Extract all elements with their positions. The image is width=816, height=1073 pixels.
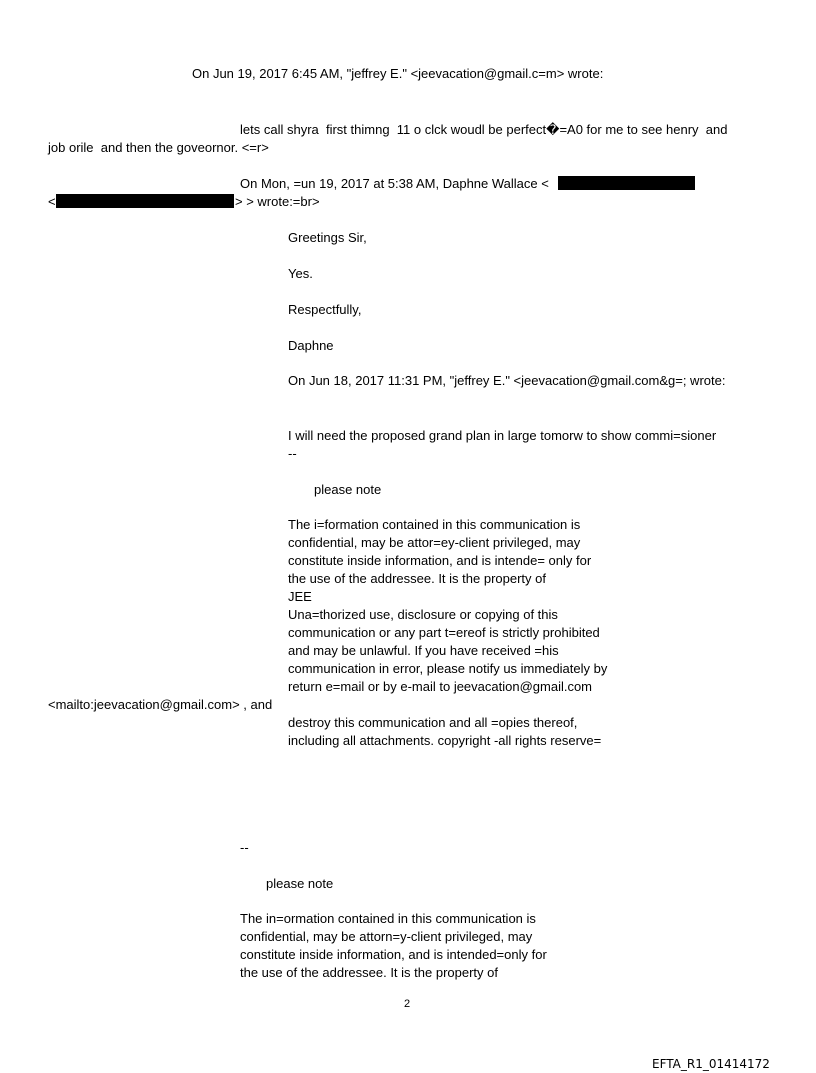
disclaimer-title: please note [266, 876, 334, 891]
disclaimer-line: Una=thorized use, disclosure or copying of this [288, 607, 558, 622]
disclaimer-line: the use of the addressee. It is the property of [288, 571, 546, 586]
body-text: Yes. [288, 266, 313, 281]
disclaimer-line: return e=mail or by e-mail to jeevacation@gmail.com [288, 679, 593, 694]
disclaimer-line: confidential, may be attorn=y-client privileged, may [240, 929, 533, 944]
disclaimer-line: destroy this communication and all =opies thereof, [288, 715, 578, 730]
mailto-line: <mailto:jeevacation@gmail.com> , and [48, 697, 273, 712]
reply-line-2: job orile and then the goveornor. <=r> [48, 140, 269, 155]
redaction-bar [558, 176, 695, 190]
disclaimer-line: communication in error, please notify us immediately by [288, 661, 608, 676]
redaction-bar [56, 194, 234, 208]
disclaimer-line: constitute inside information, and is intende= only for [288, 553, 592, 568]
inner-header-line: On Jun 18, 2017 11:31 PM, "jeffrey E." <jeevacation@gmail.com&g=; wrote: [288, 373, 726, 388]
disclaimer-line: and may be unlawful. If you have received =his [288, 643, 559, 658]
disclaimer-line: constitute inside information, and is intended=only for [240, 947, 547, 962]
signature-text: Daphne [288, 338, 334, 353]
reply-line-1: lets call shyra first thimng 11 o clck woudl be perfect�=A0 for me to see henry and [240, 122, 728, 137]
quote-header-line-1: On Mon, =un 19, 2017 at 5:38 AM, Daphne Wallace < [240, 176, 549, 191]
bates-number: EFTA_R1_01414172 [652, 1057, 770, 1071]
disclaimer-title: please note [314, 482, 382, 497]
closing-text: Respectfully, [288, 302, 362, 317]
disclaimer-line: The i=formation contained in this communication is [288, 517, 581, 532]
disclaimer-line: including all attachments. copyright -all rights reserve= [288, 733, 602, 748]
email-header-line: On Jun 19, 2017 6:45 AM, "jeffrey E." <jeevacation@gmail.c=m> wrote: [192, 66, 604, 81]
disclaimer-line: communication or any part t=ereof is strictly prohibited [288, 625, 600, 640]
inner-body-line: I will need the proposed grand plan in large tomorw to show commi=sioner [288, 428, 717, 443]
inner-dashes: -- [288, 446, 297, 461]
disclaimer-line: JEE [288, 589, 312, 604]
outer-dashes: -- [240, 840, 249, 855]
greeting-text: Greetings Sir, [288, 230, 367, 245]
page-number: 2 [404, 998, 411, 1010]
disclaimer-line: confidential, may be attor=ey-client privileged, may [288, 535, 581, 550]
disclaimer-line: The in=ormation contained in this communication is [240, 911, 536, 926]
quote-header-line-2-start: < [48, 194, 56, 209]
quote-header-line-2-end: > > wrote:=br> [235, 194, 320, 209]
disclaimer-line: the use of the addressee. It is the property of [240, 965, 498, 980]
